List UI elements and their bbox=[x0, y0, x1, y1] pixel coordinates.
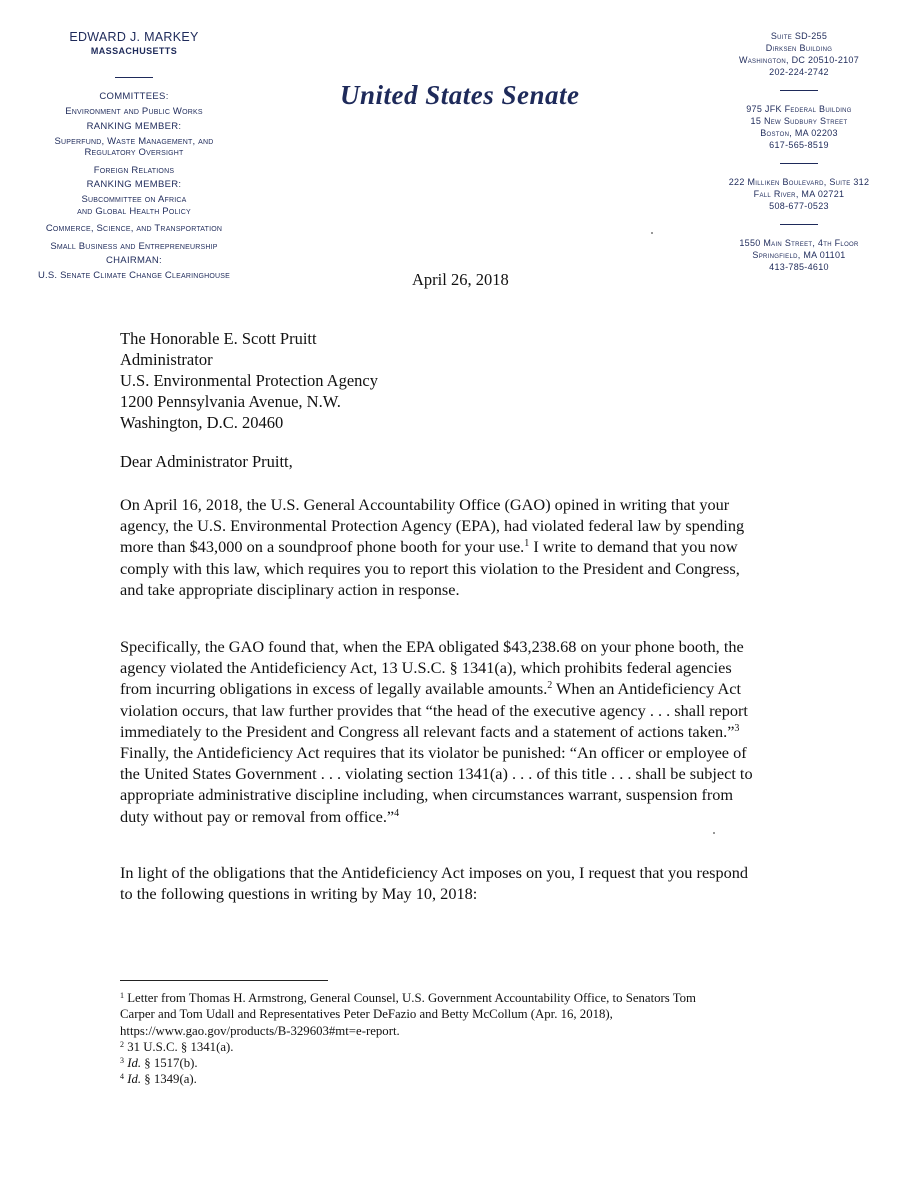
text-run: Letter from Thomas H. Armstrong, General Counsel, U.S. Government Accountability Office, to Senators Tom bbox=[124, 991, 697, 1005]
recipient-line: 1200 Pennsylvania Avenue, N.W. bbox=[120, 392, 341, 411]
ranking-member-label: RANKING MEMBER: bbox=[86, 120, 182, 132]
recipient-line: Washington, D.C. 20460 bbox=[120, 413, 284, 432]
subcommittee-superfund bbox=[28, 136, 240, 159]
committee-env: Environment and Public Works bbox=[65, 106, 203, 117]
climate-clearinghouse: U.S. Senate Climate Change Clearinghouse bbox=[37, 270, 231, 281]
ranking-member-label: RANKING MEMBER: bbox=[86, 179, 182, 190]
committee-small-business: Small Business and Entrepreneurship bbox=[50, 240, 218, 252]
paragraph-line: the United States Government . . . violating section 1341(a) . . . of this title . . . shall be subject to bbox=[120, 764, 753, 784]
footnote-ref: 3 bbox=[734, 722, 740, 734]
text-run: When an Antideficiency Act bbox=[552, 679, 741, 699]
senate-masthead: United States Senate bbox=[340, 80, 580, 110]
text-run: § 1349(a). bbox=[141, 1072, 197, 1087]
body-paragraph-2 bbox=[120, 636, 910, 827]
text-run: from incurring obligations in excess of legally available amounts. bbox=[120, 679, 548, 699]
footnote-2 bbox=[120, 1039, 880, 1055]
paragraph-line: In light of the obligations that the Antideficiency Act imposes on you, I request that you respond bbox=[120, 863, 749, 882]
paragraph-line: agency, the U.S. Environmental Protection Agency (EPA), had violated federal law by spending bbox=[120, 516, 745, 536]
body-paragraph-1 bbox=[120, 494, 910, 600]
office-boston bbox=[700, 103, 898, 151]
subcommittee-superfund-line2: Regulatory Oversight bbox=[84, 147, 184, 158]
office-addresses bbox=[700, 30, 898, 285]
footnotes bbox=[120, 990, 880, 1088]
phone-number: 508-677-0523 bbox=[769, 201, 829, 211]
paragraph-line: violation occurs, that law further provides that “the head of the executive agency . . . shall report bbox=[120, 700, 748, 720]
paragraph-line: to the following questions in writing by May 10, 2018: bbox=[120, 884, 478, 904]
senator-name: EDWARD J. MARKEY bbox=[69, 30, 199, 44]
address-line: Springfield, MA 01101 bbox=[752, 250, 846, 260]
text-run: 31 U.S.C. § 1341(a). bbox=[124, 1039, 234, 1054]
paragraph-line bbox=[120, 806, 910, 827]
address-divider bbox=[780, 163, 818, 164]
address-divider bbox=[780, 90, 818, 91]
address-line: Boston, MA 02203 bbox=[760, 128, 838, 138]
subcommittee-africa bbox=[28, 194, 240, 217]
footnote-divider bbox=[120, 980, 328, 981]
footnote-1 bbox=[120, 990, 880, 1006]
paragraph-line bbox=[120, 536, 910, 557]
committee-commerce: Commerce, Science, and Transportation bbox=[45, 223, 223, 234]
salutation: Dear Administrator Pruitt, bbox=[120, 452, 293, 471]
body-paragraph-3 bbox=[120, 862, 910, 904]
paragraph-line: appropriate administrative discipline including, when circumstances warrant, suspension from bbox=[120, 785, 734, 805]
address-line: 1550 Main Street, 4th Floor bbox=[739, 238, 859, 248]
phone-number: 413-785-4610 bbox=[769, 262, 829, 272]
office-dc bbox=[700, 30, 898, 78]
senator-state: MASSACHUSETTS bbox=[90, 46, 178, 56]
address-line: Suite SD-255 bbox=[770, 31, 828, 41]
address-line: Fall River, MA 02721 bbox=[753, 189, 845, 199]
office-springfield bbox=[700, 237, 898, 273]
header-divider bbox=[115, 77, 153, 78]
footnote-number: 1 bbox=[120, 991, 124, 1000]
footnote-number: 4 bbox=[120, 1072, 124, 1082]
paragraph-line: and take appropriate disciplinary action in response. bbox=[120, 579, 460, 599]
text-run: Id. bbox=[124, 1056, 142, 1071]
text-run: § 1517(b). bbox=[141, 1056, 198, 1071]
recipient-address bbox=[120, 328, 378, 433]
subcommittee-africa-line2: and Global Health Policy bbox=[77, 205, 191, 217]
paragraph-line: agency violated the Antideficiency Act, 13 U.S.C. § 1341(a), which prohibits federal agencies bbox=[120, 658, 732, 678]
text-run: duty without pay or removal from office.” bbox=[120, 806, 395, 826]
text-run: immediately to the President and Congress all relevant facts and a statement of actions taken.” bbox=[120, 721, 735, 741]
footnote-ref: 2 bbox=[547, 680, 553, 692]
phone-number: 617-565-8519 bbox=[769, 140, 829, 150]
recipient-line: Administrator bbox=[120, 350, 213, 369]
footnote-3 bbox=[120, 1055, 880, 1071]
footnote-ref: 4 bbox=[394, 807, 400, 819]
paragraph-line: comply with this law, which requires you to report this violation to the President and Congress, bbox=[120, 558, 740, 578]
footnote-4 bbox=[120, 1071, 880, 1087]
subcommittee-africa-line1: Subcommittee on Africa bbox=[81, 194, 187, 205]
committees-heading: COMMITTEES: bbox=[99, 91, 169, 102]
text-run: Id. bbox=[124, 1072, 142, 1087]
paragraph-line bbox=[120, 678, 910, 699]
footnote-link[interactable]: https://www.gao.gov/products/B-329603#mt=e-report. bbox=[120, 1023, 400, 1038]
subcommittee-superfund-line1: Superfund, Waste Management, and bbox=[54, 135, 214, 147]
chairman-label: CHAIRMAN: bbox=[105, 255, 162, 266]
recipient-line: U.S. Environmental Protection Agency bbox=[120, 371, 378, 390]
scan-speck bbox=[713, 832, 715, 834]
address-divider bbox=[780, 224, 818, 225]
text-run: more than $43,000 on a soundproof phone booth for your use. bbox=[120, 537, 525, 557]
committee-foreign-relations: Foreign Relations bbox=[93, 164, 175, 176]
text-run: I write to demand that you now bbox=[529, 537, 738, 557]
scan-speck bbox=[651, 232, 653, 234]
senator-header bbox=[28, 30, 240, 285]
footnote-line: Carper and Tom Udall and Representatives Peter DeFazio and Betty McCollum (Apr. 16, 2018), bbox=[120, 1007, 613, 1022]
footnote-ref: 1 bbox=[524, 538, 530, 550]
address-line: Washington, DC 20510-2107 bbox=[738, 55, 860, 65]
phone-number: 202-224-2742 bbox=[769, 67, 829, 77]
paragraph-line: On April 16, 2018, the U.S. General Accountability Office (GAO) opined in writing that your bbox=[120, 495, 730, 514]
paragraph-line: Specifically, the GAO found that, when the EPA obligated $43,238.68 on your phone booth, the bbox=[120, 637, 744, 656]
paragraph-line: Finally, the Antideficiency Act requires that its violator be punished: “An officer or employee of bbox=[120, 743, 747, 763]
office-fall-river bbox=[700, 176, 898, 212]
address-line: 15 New Sudbury Street bbox=[750, 116, 848, 126]
address-line: 222 Milliken Boulevard, Suite 312 bbox=[728, 177, 870, 187]
paragraph-line bbox=[120, 721, 910, 742]
footnote-number: 2 bbox=[120, 1039, 124, 1049]
address-line: Dirksen Building bbox=[765, 43, 833, 53]
recipient-line: The Honorable E. Scott Pruitt bbox=[120, 329, 317, 348]
address-line: 975 JFK Federal Building bbox=[746, 104, 852, 114]
letter-date: April 26, 2018 bbox=[412, 270, 509, 289]
footnote-number: 3 bbox=[120, 1056, 124, 1066]
